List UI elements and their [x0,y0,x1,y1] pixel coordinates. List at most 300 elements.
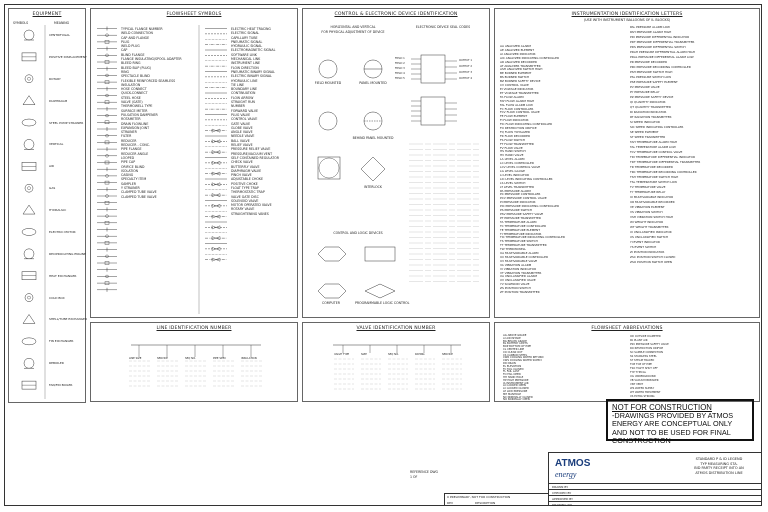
flowsheet-item-39: CLAMPED TUBE VALVE [121,194,157,199]
control-panel-mounted: PANEL MOUNTED [359,81,387,85]
company-line-1: STANDARD P & ID LEGEND [695,457,743,461]
equip-gas-label: GAS [49,186,56,191]
inst-letter-33: LI LEVEL INDICATOR [500,172,530,177]
inst-letter-r-4: PDS PRESSURE DIFFERENTIAL SWITCH [630,45,686,49]
inst-letter-26: FV FLOW VALVE [500,145,523,150]
equip-diaphragm-icon [23,96,35,105]
inst-letter-r-29: TRC TEMPERATURE RECORDING CONTROLLER [630,170,697,174]
flowsheet-item-11: SPECTACLE BLIND [121,74,150,79]
flowsheet-line-item-27: RELIEF VALVE [231,143,253,148]
flowsheet-item-30: LOOPED [121,155,135,160]
fitting-symbol-20 [97,161,117,164]
equip-hydraulic-icon [23,205,35,214]
equip-rotary-circle [25,75,33,83]
equip-fan-boiler-label: FAN/FIN BOILER [49,383,73,388]
flowsheet-line-item-8: INSTRUMENT LINE [231,61,261,66]
line-id-diagram [91,323,299,403]
abbrev-1: AI AIR INTAKE [503,336,521,340]
inst-letter-47: TE TEMPERATURE ELEMENT [500,227,540,232]
inst-letter-55: UV MULTIVARIABLE VALVE [500,258,538,263]
flowsheet-line-item-35: ADJUSTABLE CHOKE [231,177,264,182]
inst-letter-r-0: PAL PRESSURE ALARM LOW [630,25,670,29]
inst-letter-15: FAL FLOW ALARM LOW [500,102,533,107]
inst-letter-r-34: UI MULTIVARIABLE INDICATOR [630,195,674,199]
inst-letter-56: VA VIBRATION ALARM [500,262,532,267]
fitting-symbol-18 [97,147,117,151]
abbrev-r-3: RO RESTRICTION ORIFICE [630,347,664,350]
flowsheet-line-item-18: NUMBER [231,104,245,109]
inst-letter-58: VT VIBRATION TRANSMITTER [500,270,542,275]
equip-rotary-hub [28,77,31,80]
atmos-logo [549,453,609,483]
inst-letter-19: FI FLOW INDICATOR [500,118,529,123]
inst-letter-r-41: XI UNCLASSIFIED INDICATOR [630,230,672,234]
line-symbol-19 [205,129,227,132]
flowsheet-item-8: BLEED RING [121,61,141,66]
flowsheet-item-13: INSULATION [121,82,141,87]
equip-steel-pump-label: STEEL PUMP STRAINER [49,120,84,125]
equip-reciprocating-label: RECIPROCATING ENGINE [49,251,86,256]
abbrev-r-11: VB VACUUM BREAKER [630,379,659,382]
inst-letter-9: BZ BURNER SAFETY DEVICE [500,79,541,84]
equip-heat-exchanger-label: HEAT EXCHANGER [49,273,77,278]
fitting-symbol-16 [97,134,117,137]
flowsheet-line-item-32: BUTTERFLY VALVE [231,164,260,169]
flowsheet-line-item-22: GATE VALVE [231,121,251,126]
fitting-symbol-19 [97,154,117,157]
tb-dwgno-label: DRAWING NO. [552,503,573,507]
line-symbol-39 [205,237,227,240]
equip-hydraulic-label: HYDRAULIC [49,208,67,213]
instrument-subtitle: (USE WITH INSTRUMENT BALLOONS OF IL BLOCKS) [583,18,671,22]
flowsheet-item-2: CAP AND FLANGE [121,35,150,40]
equip-diaphragm-label: DIAPHRAGM [49,98,68,103]
fitting-symbol-3 [97,47,117,51]
inst-letter-r-38: VSH VIBRATION SWITCH HIGH [630,215,674,219]
inst-letter-43: PSV PRESSURE SAFETY VALVE [500,211,544,216]
fitting-symbol-31 [97,235,117,238]
flowsheet-line-item-28: PRESSURE RELIEF VALVE [231,147,271,152]
equip-heat-exchanger-icon [22,272,36,280]
equipment-col-symbols: SYMBOLS [13,21,29,25]
abbrev-section [494,322,760,402]
fitting-symbol-38 [97,282,117,285]
equip-vertical-circle [24,139,34,149]
fitting-symbol-4 [97,54,117,57]
flowsheet-line-item-26: BALL VALVE [231,138,250,143]
abbrev-r-6: ST STEAM TRACED [630,359,655,362]
abbrev-5: CL CENTER LINE [503,347,525,351]
flowsheet-item-10: RING [121,69,130,74]
line-id-field-3: PIPE SPEC [213,357,227,360]
fitting-symbol-27 [97,207,117,211]
abbrev-16: HP HIGH PRESSURE [503,378,529,382]
fitting-symbol-9 [97,87,117,91]
fitting-symbol-24 [97,187,117,191]
fitting-symbol-32 [97,241,117,244]
fitting-symbol-22 [97,175,117,178]
flowsheet-item-17: VALVE (GATE) [121,100,143,105]
instrument-letters-col1 [500,45,565,295]
flowsheet-line-item-17: STRAIGHT RUN [231,100,255,105]
flowsheet-line-item-30: SELF CONTAINED REGULATOR [231,155,279,160]
flowsheet-line-item-4: HYDRAULIC SIGNAL [231,44,263,49]
company-line-4: ATMOS DISTRIBUTION LINE [695,470,743,475]
inst-letter-r-35: UR MULTIVARIABLE RECORDER [630,200,675,204]
abbrev-9: CWS COOLING WATER SUPPLY [503,359,542,363]
inst-letter-13: FA FLOW ALARM [500,94,524,99]
company-line-3: BID PARTY RECEIPT INTO AN [694,466,744,471]
equip-electric-motor-label: ELECTRIC MOTOR [49,229,76,234]
fitting-symbol-15 [97,127,117,131]
inst-letter-22: FQ FLOW TOTALIZER [500,129,530,134]
abbrev-0: AG ABOVE GRADE [503,334,527,337]
flowsheet-item-20: PULSATION DAMPENER [121,112,158,117]
abbrev-r-7: TOP TOP OF PIPE [630,363,652,366]
seal-output-label-1: OUTPUT 2 [459,65,473,68]
flowsheet-item-9: BLEED BLIP (PLUG) [121,65,152,70]
equip-reboiler-icon [24,358,34,368]
instrument-letters-col2 [630,25,700,265]
flowsheet-line-item-34: PINCH VALVE [231,173,252,178]
inst-letter-r-23: TAH TEMPERATURE ALARM HIGH [630,140,678,144]
flowsheet-col-lines-valves [231,27,279,216]
computer-hexagon-2 [318,284,346,298]
rev-label: REV [447,501,454,505]
seal-field-label-0: FIELD 1 [395,57,405,60]
abbrev-r-2: PSV PRESSURE SAFETY VALVE [630,343,669,346]
abbrev-2: BG BELOW GRADE [503,339,527,343]
seal-field-label-4: FIELD 5 [395,77,405,80]
control-sub-header: FOR PHYSICAL ADJUSTMENT OF DEVICE [321,30,385,34]
fitting-symbol-37 [97,275,117,278]
interlock-diamond [361,157,385,181]
flowsheet-item-25: FILTER [121,134,132,139]
line-id-field-2: SEQ NO. [185,357,196,360]
equip-cold-box-label: COLD BOX [49,295,65,300]
inst-letter-2: AI ANALYZER INDICATOR [500,51,536,56]
flowsheet-line-item-14: BOUNDARY LINE [231,87,258,92]
flowsheet-line-item-15: CONTINUATION [231,91,256,96]
inst-letter-54: UC MULTIVARIABLE CONTROLLER [500,254,548,259]
rev-entry: 0 PRELIMINARY, NOT FOR CONSTRUCTION [447,495,511,499]
inst-letter-62: ZS POSITION SWITCH [500,286,531,291]
inst-letter-r-9: PSH PRESSURE SWITCH HIGH [630,70,673,74]
flowsheet-item-15: QUICK-CONNECT [121,91,148,96]
inst-letter-r-36: VE VIBRATION ELEMENT [630,205,665,209]
inst-letter-r-44: YS EVENT SWITCH [630,245,657,249]
flowsheet-item-0: TYPICAL FLANGE NUMBER [121,27,163,31]
valve-id-section [302,322,490,402]
flowsheet-item-27: REDUCER - CONC. [121,143,151,148]
equip-electric-motor-ellipse [22,228,36,235]
logo-subtext: energy [555,470,577,479]
equip-gas-icon [25,184,33,192]
flowsheet-line-item-25: NEEDLE VALVE [231,134,255,139]
flowsheet-item-19: SURFACE METER [121,108,148,113]
inst-letter-r-33: TY TEMPERATURE RELAY [630,190,666,194]
fitting-symbol-26 [97,201,117,204]
line-symbol-27 [205,172,227,175]
instrument-title: INSTRUMENTATION IDENTIFICATION LETTERS [571,12,683,17]
tb-drawn-label: DRAWN BY [552,485,569,489]
plc-box [365,247,395,261]
flowsheet-item-24: STRAINER [121,130,137,135]
equip-gas-hub [28,187,31,190]
inst-letter-45: TA TEMPERATURE ALARM [500,219,537,224]
flowsheet-line-item-2: CAPILLARY TUBE [231,35,258,40]
flowsheet-item-26: REDUCER [121,138,137,143]
inst-letter-41: PIC PRESSURE INDICATING CONTROLLER [500,204,560,209]
equip-steel-pump-ellipse [22,119,36,126]
flowsheet-line-item-42: ROTARY VALVE [231,207,255,212]
flowsheet-item-1: WELD CONNECTION [121,31,153,36]
flowsheet-item-38: CLAMPED TUBE VALVE [121,190,157,195]
abbrev-r-4: SC SAMPLE CONNECTION [630,351,663,354]
flowsheet-line-item-21: CONTROL VALVE [231,117,258,122]
control-field-mounted: FIELD MOUNTED [314,81,342,85]
behind-panel-balloon [364,112,382,130]
inst-letter-1: AE ANALYZER ELEMENT [500,47,535,52]
abbrev-10: DR DRAIN [503,361,516,365]
inst-letter-r-13: PY PRESSURE RELAY [630,90,660,94]
flowsheet-item-28: PIPE FLANGE [121,147,142,152]
flowsheet-line-item-31: CHECK VALVE [231,160,253,165]
equip-steel-pump-icon [22,119,36,126]
inst-letter-27: HS HAND SWITCH [500,149,526,154]
inst-letter-23: FR FLOW RECORDER [500,133,531,138]
tb-checked-label: CHECKED BY [552,491,572,495]
inst-letter-49: TIC TEMPERATURE INDICATING CONTROLLER [500,235,565,240]
inst-letter-25: FT FLOW TRANSMITTER [500,141,534,146]
inst-letter-r-1: PAH PRESSURE ALARM HIGH [630,30,672,34]
line-id-title: LINE IDENTIFICATION NUMBER [156,326,232,331]
fitting-symbol-28 [97,215,117,218]
inst-letter-r-17: RI RADIATION INDICATOR [630,110,667,114]
fitting-symbol-35 [97,262,117,265]
inst-letter-r-31: TSL TEMPERATURE SWITCH LOW [630,180,677,184]
fitting-symbol-6 [97,67,117,71]
fitting-symbol-1 [97,34,117,37]
equip-pos-displacement-label: POSITIVE DISPLACEMENT [49,54,87,59]
inst-letter-60: XV UNCLASSIFIED VALVE [500,278,536,283]
inst-letter-r-37: VS VIBRATION SWITCH [630,210,663,214]
abbrev-13: FL FAIL LAST [503,370,520,374]
inst-letter-8: BS BURNER SWITCH [500,75,530,80]
inst-letter-r-2: PDI PRESSURE DIFFERENTIAL INDICATOR [630,35,690,39]
line-symbol-23 [205,151,227,154]
fitting-symbol-17 [97,141,117,144]
inst-letter-r-16: QT QUANTITY TRANSMITTER [630,105,671,109]
fitting-symbol-34 [97,255,117,258]
abbrev-r-9: TYP TYPICAL [630,371,647,374]
inst-letter-11: EI VOLTAGE INDICATOR [500,86,534,91]
line-symbol-35 [205,215,227,218]
abbrev-20: LP LOW PRESSURE [503,389,528,393]
inst-letter-3: AIC ANALYZER INDICATING CONTROLLER [500,55,559,60]
equip-electric-motor-icon [22,228,36,235]
equip-reboiler-label: REBOILER [49,361,64,366]
inst-letter-57: VI VIBRATION INDICATOR [500,266,537,271]
abbrev-r-15: XS EXTRA STRONG [630,395,655,398]
flowsheet-item-29: REDUCER ANGLE [121,151,149,156]
flowsheet-item-34: CASING [121,173,134,178]
inst-letter-38: PC PRESSURE CONTROLLER [500,192,541,197]
flowsheet-item-22: DRAIN FLOWLINE [121,121,149,126]
flowsheet-line-item-16: FLOW ARROW [231,95,254,100]
line-symbol-43 [205,258,227,261]
inst-letter-5: AT ANALYZER TRANSMITTER [500,63,541,68]
tb-approved-label: APPROVED BY [552,497,574,501]
abbrev-17: IA INSTRUMENT AIR [503,381,529,385]
flowsheet-section [90,8,298,318]
abbrev-19: LC LOCKED CLOSED [503,387,529,391]
inst-letter-r-45: ZI POSITION INDICATOR [630,250,665,254]
valve-id-title: VALVE IDENTIFICATION NUMBER [356,326,436,331]
fitting-symbol-7 [97,74,117,77]
equip-vertical-label: VERTICAL [49,142,64,147]
equip-shell-tube-icon [23,314,35,323]
inst-letter-r-11: PSE PRESSURE SAFETY ELEMENT [630,80,678,84]
abbrev-6: CO CLEAN OUT [503,350,523,354]
abbrev-r-5: SS STAINLESS STEEL [630,355,657,358]
abbrev-18: LO LOCKED OPEN [503,384,526,388]
notice-line-2: -DRAWINGS PROVIDED BY ATMOS [612,411,734,421]
line-symbol-29 [205,183,227,186]
flowsheet-item-33: ISOLATION [121,168,139,173]
abbrev-col2 [630,335,669,399]
flowsheet-item-14: HOSE CONNECT [121,87,147,92]
equip-gas-circle [25,184,33,192]
abbrev-r-8: TSO TIGHT SHUT OFF [630,367,658,370]
fitting-symbol-13 [97,114,117,117]
flowsheet-line-item-13: TIE LINE [231,82,245,87]
fitting-symbol-8 [97,81,117,84]
fitting-symbol-11 [97,101,117,104]
fitting-symbol-5 [97,61,117,64]
abbrev-8: CWR COOLING WATER RETURN [503,356,544,360]
flowsheet-line-item-7: MECHANICAL LINK [231,57,261,62]
control-symbols [303,9,491,319]
flowsheet-item-12: FLEXIBLE REINFORCED SEAMLESS [121,78,176,83]
flowsheet-line-item-43: STRAIGHTENING VANES [231,211,269,216]
flowsheet-line-item-40: SOLENOID VALVE [231,198,259,203]
flowsheet-line-item-10: PNEUMATIC BINARY SIGNAL [231,69,275,74]
flowsheet-item-3: PLUG [121,39,130,44]
abbrev-title: FLOWSHEET ABBREVIATIONS [591,326,663,331]
line-id-field-1: SERVICE [157,357,168,360]
line-id-section [90,322,298,402]
inst-letter-29: LA LEVEL ALARM [500,157,525,162]
desc-label: DESCRIPTION [475,501,496,505]
inst-letter-r-25: TCV TEMPERATURE CONTROL VALVE [630,150,683,154]
fitting-symbol-29 [97,221,117,224]
instrument-section [494,8,760,318]
flowsheet-line-item-6: SOFTWARE LINK [231,52,257,57]
equipment-title: EQUIPMENT [32,12,62,17]
fitting-symbol-36 [97,268,117,272]
inst-letter-20: FIC FLOW INDICATING CONTROLLER [500,122,553,127]
tb-row-dwgno [549,501,762,508]
line-id-field-0: LINE SIZE [129,357,142,360]
equip-fin-exchanger-label: FIN EXCHANGER [49,339,74,344]
inst-letter-r-39: WI WEIGHT INDICATOR [630,220,664,224]
flowsheet-line-item-41: MOTOR OPERATED VALVE [231,203,272,208]
inst-letter-r-10: PSL PRESSURE SWITCH LOW [630,75,672,79]
inst-letter-16: FC FLOW CONTROLLER [500,106,534,111]
seal-output-label-2: OUTPUT 3 [459,71,473,74]
flowsheet-line-item-12: HYDRAULIC LINE [231,78,258,83]
equip-reciprocating-icon [24,249,34,259]
inst-letter-10: CV CONTROL VALVE [500,83,529,88]
equip-cold-box-icon [25,294,33,302]
abbrev-7: CS CARBON STEEL [503,353,528,357]
control-main-header: HORIZONTAL AND VERTICAL [330,25,376,29]
inst-letter-r-8: PRC PRESSURE RECORDING CONTROLLER [630,65,691,69]
inst-letter-r-32: TV TEMPERATURE VALVE [630,185,666,189]
equip-rotary-label: ROTARY [49,76,61,81]
abbrev-r-12: VNT VENT [630,383,644,386]
inst-letter-r-42: XS UNCLASSIFIED SWITCH [630,235,669,239]
line-id-field-4: INSULATION [241,357,257,360]
flowsheet-line-item-36: POSITIVE CHOKE [231,181,258,186]
flowsheet-line-item-1: ELECTRIC SIGNAL [231,31,260,36]
equip-centrifugal-label: CENTRIFUGAL [49,33,71,37]
inst-letter-30: LC LEVEL CONTROLLER [500,161,534,166]
flowsheet-line-item-33: DIAPHRAGM VALVE [231,168,262,173]
inst-letter-r-12: PV PRESSURE VALVE [630,85,660,89]
abbrev-r-0: OD OUTSIDE DIAMETER [630,335,661,338]
computer-hexagon [318,247,346,261]
abbrev-3: BL BATTERY LIMITS [503,342,528,346]
fitting-symbol-21 [97,167,117,171]
inst-letter-r-15: QI QUANTITY INDICATOR [630,100,666,104]
inst-letter-18: FE FLOW ELEMENT [500,114,528,119]
equip-air-icon [22,162,36,170]
panel-instrument-balloon [364,60,382,78]
flowsheet-line-item-9: FLOW DIRECTION [231,65,259,70]
inst-letter-r-7: PR PRESSURE RECORDER [630,60,667,64]
inst-letter-r-27: TDT TEMPERATURE DIFFERENTIAL TRANSMITTER [630,160,701,164]
abbrev-4: BOP BOTTOM OF PIPE [503,345,532,349]
equip-centrifugal-circle [24,30,34,40]
flowsheet-line-item-37: FLOAT TYPE TRAP [231,185,259,190]
inst-letter-32: LG LEVEL GAUGE [500,169,525,173]
notice-line-5: CONSTRUCTION [612,435,671,445]
equip-hydraulic-tri [23,205,35,214]
valve-id-field-2: SEQ NO. [388,353,399,356]
line-symbol-31 [205,194,227,197]
abbrev-col1 [503,335,543,402]
inst-letter-36: LT LEVEL TRANSMITTER [500,184,534,189]
reference-note-value: 1 OF [410,475,418,479]
flowsheet-line-item-5: ELECTROMAGNETIC SIGNAL [231,48,276,53]
fitting-symbol-39 [97,288,117,292]
flowsheet-line-item-38: THERMOSTATIC TRAP [231,190,265,195]
control-behind-panel: BEHIND PANEL MOUNTED [352,136,394,140]
equip-air-label: AIR [49,164,55,169]
abbrev-r-1: PA PLANT AIR [630,339,648,342]
inst-letter-28: HV HAND VALVE [500,153,524,158]
logo-wordmark: ATMOS [555,458,591,469]
abbrev-15: HH HAND HOLE [503,375,524,379]
control-interlock: INTERLOCK [364,185,382,189]
control-computer-label: COMPUTER [322,301,340,305]
discrete-balloon [319,112,337,130]
inst-letter-42: PS PRESSURE SWITCH [500,208,532,213]
inst-letter-4: AR ANALYZER RECORDER [500,59,537,64]
seal-output-label-0: OUTPUT 1 [459,59,473,62]
